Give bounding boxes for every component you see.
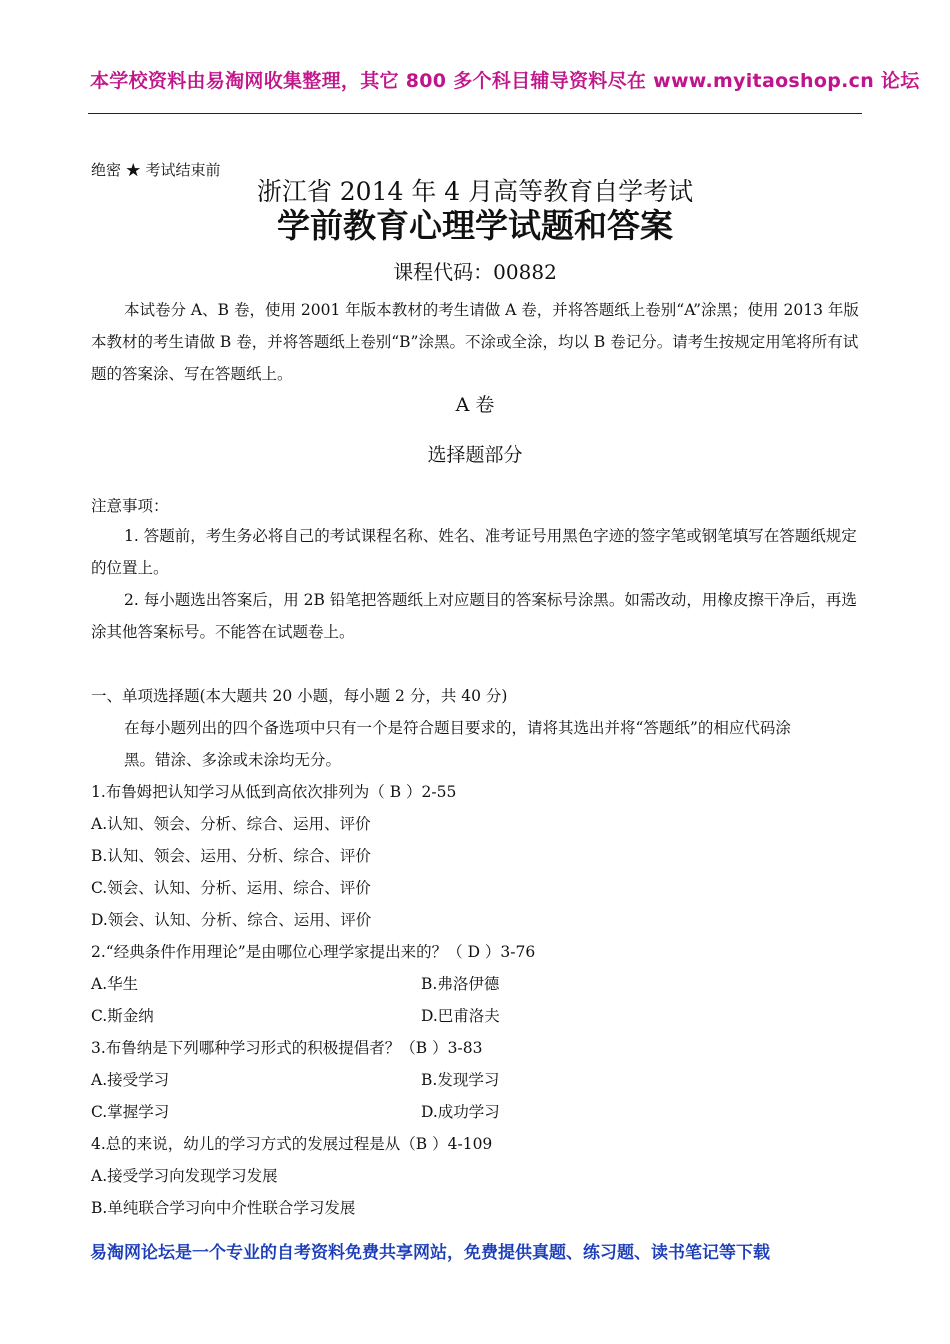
answer-option: D.巴甫洛夫 — [421, 1007, 500, 1025]
footer-banner: 易淘网论坛是一个专业的自考资料免费共享网站，免费提供真题、练习题、读书笔记等下载 — [90, 1243, 770, 1263]
answer-option: B.认知、领会、运用、分析、综合、评价 — [91, 847, 371, 865]
part-label: 选择题部分 — [427, 444, 523, 466]
secret-label: 绝密 ★ 考试结束前 — [91, 161, 221, 179]
header-divider — [88, 113, 862, 114]
note-item: 1. 答题前，考生务必将自己的考试课程名称、姓名、准考证号用黑色字迹的签字笔或钢笔填写在答题纸规定的位置上。 — [91, 527, 857, 577]
answer-option: A.认知、领会、分析、综合、运用、评价 — [91, 815, 371, 833]
answer-option: A.接受学习向发现学习发展 — [91, 1167, 278, 1185]
course-code: 课程代码：00882 — [393, 260, 557, 284]
answer-option: B.发现学习 — [421, 1071, 500, 1089]
answer-option: D.成功学习 — [421, 1103, 500, 1121]
question-stem: 1.布鲁姆把认知学习从低到高依次排列为（ B ）2-55 — [91, 783, 457, 801]
answer-option: C.斯金纳 — [91, 1007, 154, 1025]
section-instruction: 黑。错涂、多涂或未涂均无分。 — [124, 751, 342, 769]
notes-heading: 注意事项： — [91, 497, 169, 515]
question-stem: 4.总的来说，幼儿的学习方式的发展过程是从（B ）4-109 — [91, 1135, 493, 1153]
header-banner: 本学校资料由易淘网收集整理，其它 800 多个科目辅导资料尽在 www.myitaoshop.cn 论坛 — [90, 70, 920, 92]
question-stem: 3.布鲁纳是下列哪种学习形式的积极提倡者？（B ）3-83 — [91, 1039, 483, 1057]
intro-paragraph: 本试卷分 A、B 卷，使用 2001 年版本教材的考生请做 A 卷，并将答题纸上卷别“A”涂黑；使用 2013 年版本教材的考生请做 B 卷，并将答题纸上卷别“B”涂黑。不涂或全涂，均以 B 卷记分。请考生按规定用笔将所有试题的答案涂、写在答题纸上。 — [91, 301, 859, 383]
question-stem: 2.“经典条件作用理论”是由哪位心理学家提出来的？（ D ）3-76 — [91, 943, 536, 961]
answer-option: D.领会、认知、分析、综合、运用、评价 — [91, 911, 372, 929]
answer-option: B.单纯联合学习向中介性联合学习发展 — [91, 1199, 356, 1217]
note-item: 2. 每小题选出答案后，用 2B 铅笔把答题纸上对应题目的答案标号涂黑。如需改动，用橡皮擦干净后，再选涂其他答案标号。不能答在试题卷上。 — [91, 591, 857, 641]
section-instruction: 在每小题列出的四个备选项中只有一个是符合题目要求的，请将其选出并将“答题纸”的相应代码涂 — [124, 719, 791, 737]
answer-option: A.接受学习 — [91, 1071, 170, 1089]
section-heading: 一、单项选择题(本大题共 20 小题，每小题 2 分，共 40 分) — [91, 687, 508, 705]
subject-title: 学前教育心理学试题和答案 — [277, 206, 673, 245]
exam-title: 浙江省 2014 年 4 月高等教育自学考试 — [256, 177, 694, 206]
paper-label: A 卷 — [455, 394, 495, 416]
answer-option: B.弗洛伊德 — [421, 975, 500, 993]
answer-option: A.华生 — [91, 975, 139, 993]
answer-option: C.领会、认知、分析、运用、综合、评价 — [91, 879, 371, 897]
answer-option: C.掌握学习 — [91, 1103, 170, 1121]
